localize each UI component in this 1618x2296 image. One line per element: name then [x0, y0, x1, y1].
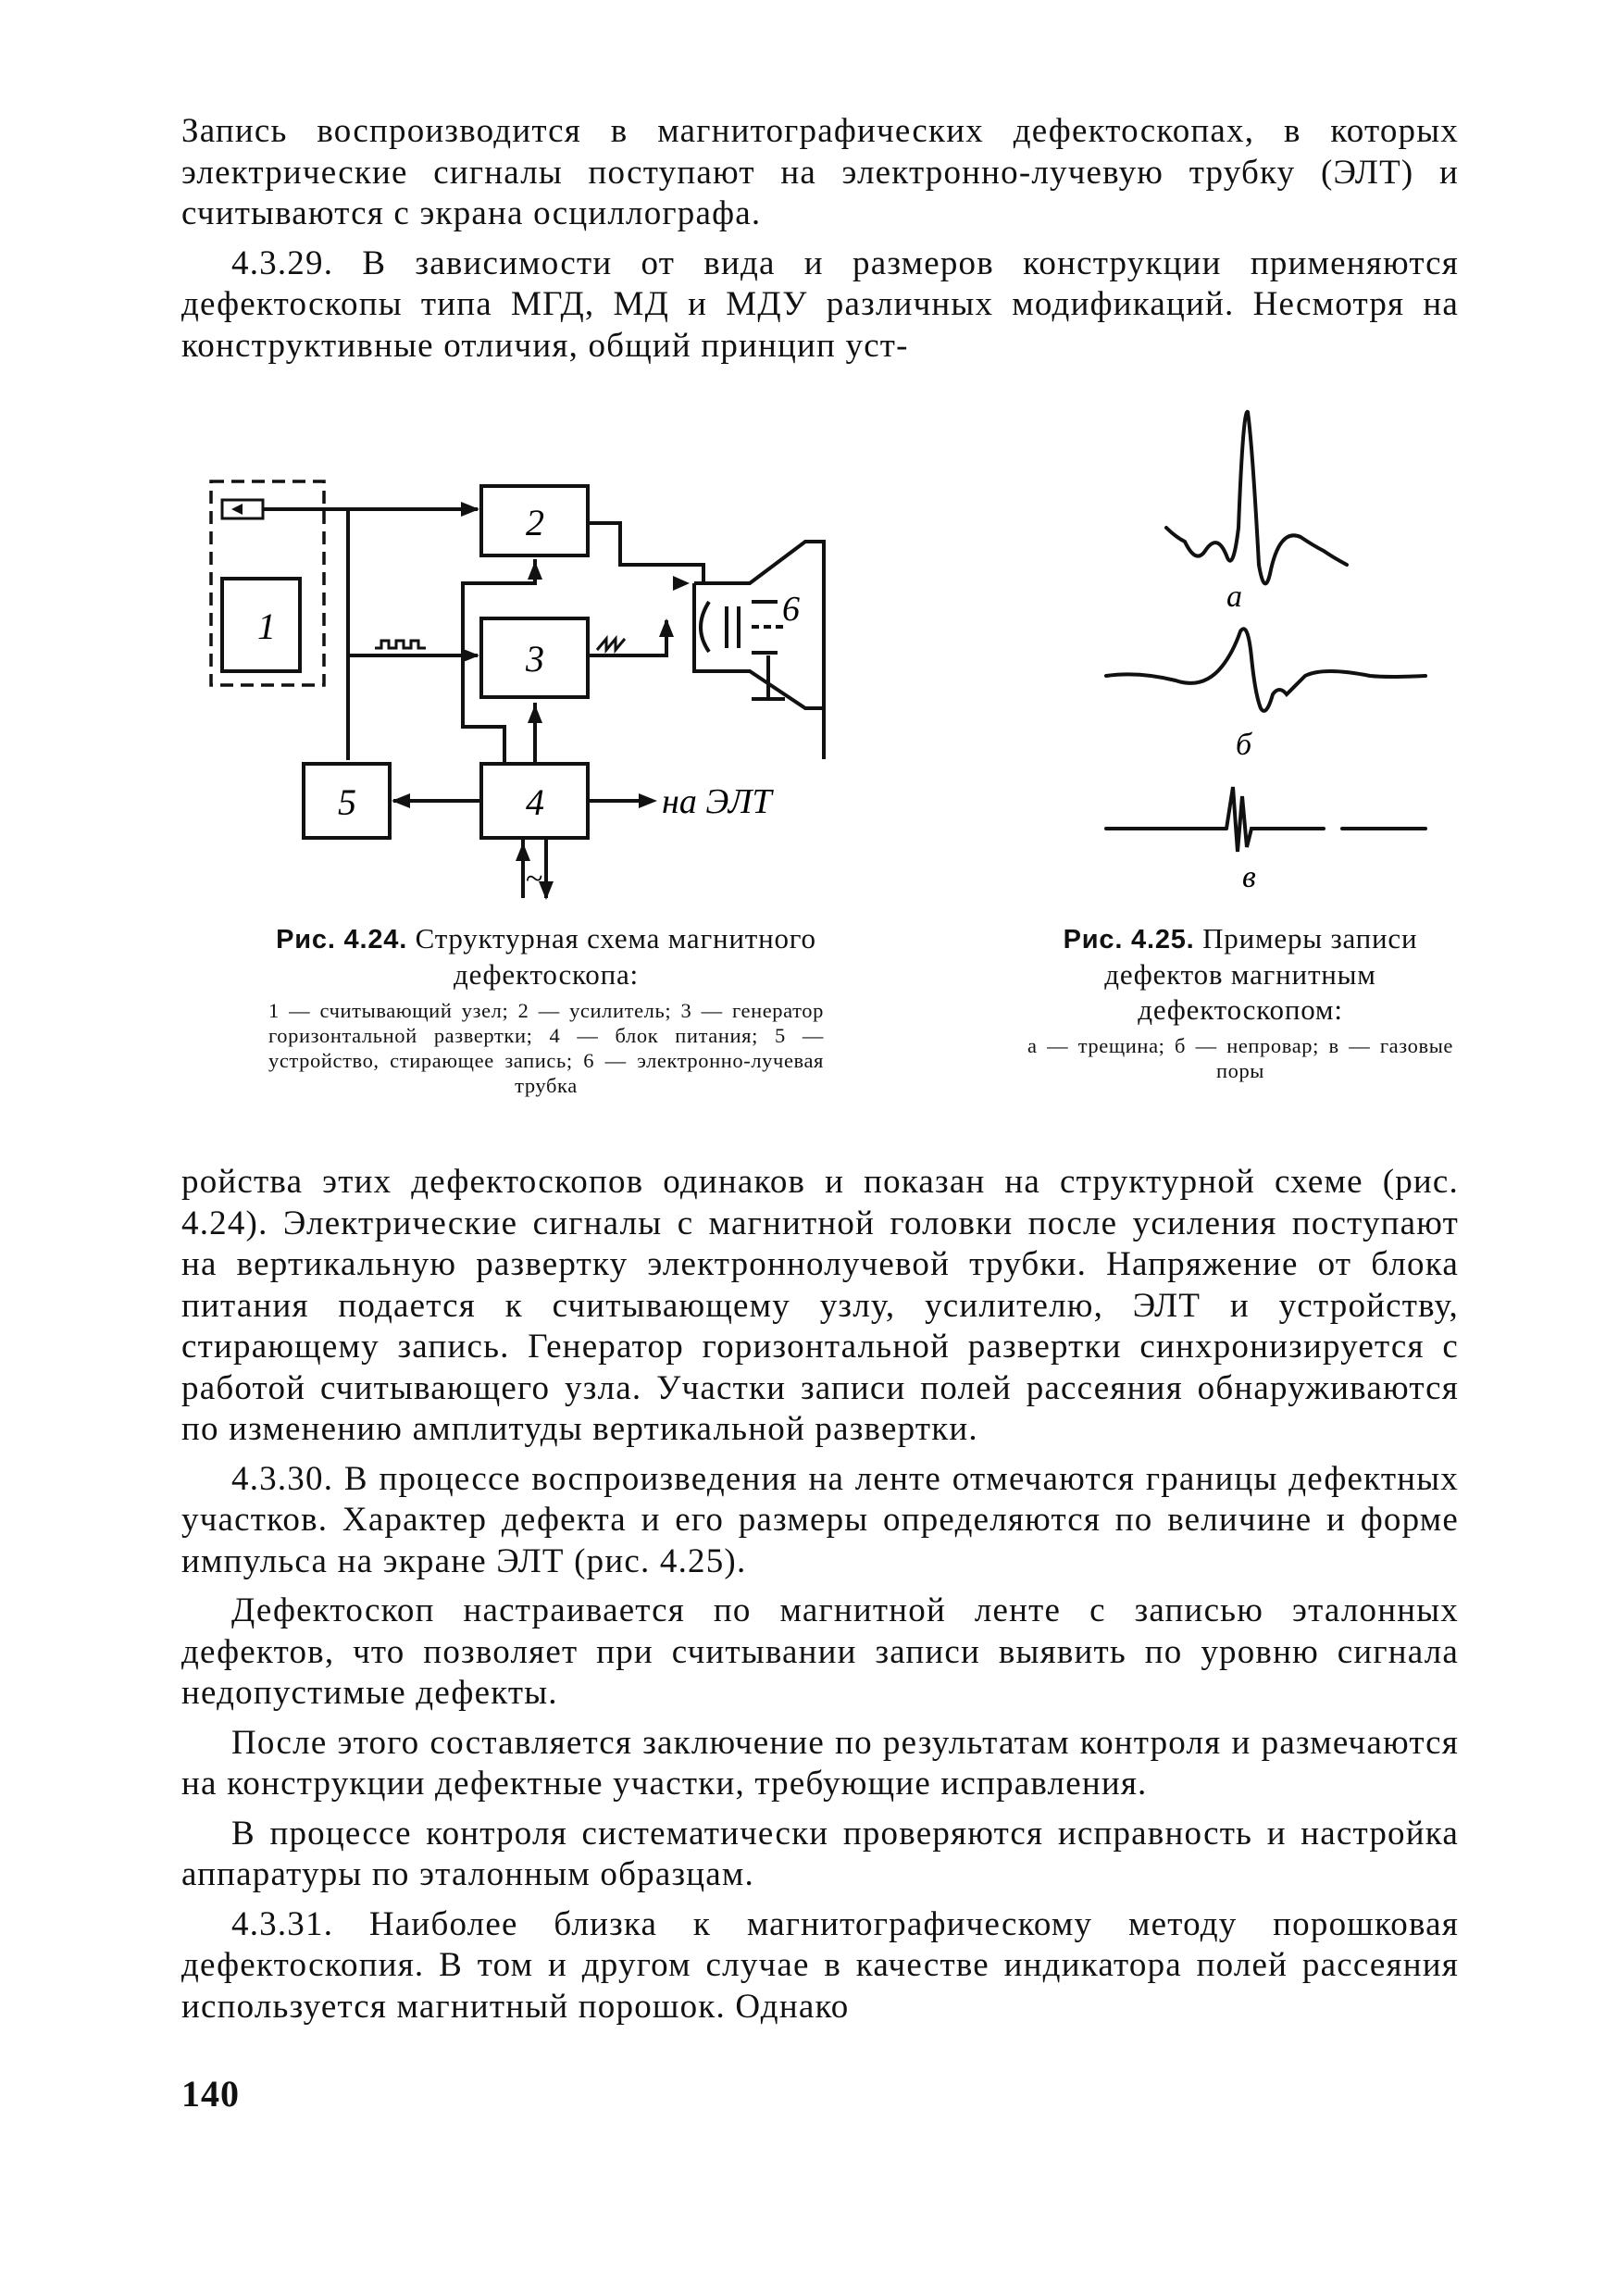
figure-4-25-caption [1027, 921, 1453, 1083]
power-label: ~ [526, 862, 543, 896]
block-1-label: 1 [257, 605, 276, 647]
defect-traces [1037, 389, 1472, 898]
output-label: на ЭЛТ [662, 782, 772, 821]
caption-number: Рис. 4.25. [1063, 925, 1195, 955]
figure-4-24 [185, 454, 852, 1129]
paragraph: Запись воспроизводится в магнитографических дефектоскопах, в которых электрические сигналы поступают на электронно-лучевую трубку (ЭЛТ) и считываются с экрана осциллографа. [181, 112, 1459, 232]
block-3-label: 3 [526, 638, 544, 680]
trace-c-label: в [1242, 860, 1256, 894]
block-4-label: 4 [526, 781, 544, 823]
paragraph: После этого составляется заключение по результатам контроля и размечаются на конструкции дефектные участки, требующие исправления. [181, 1723, 1459, 1803]
top-text-block [181, 111, 1459, 367]
trace-c [1106, 787, 1425, 852]
page-number: 140 [181, 2073, 240, 2115]
paragraph: Дефектоскоп настраивается по магнитной ленте с записью эталонных дефектов, что позволяет при считывании записи выявить по уровню сигнала недопустимые дефекты. [181, 1591, 1459, 1712]
reader-housing-dashed [211, 481, 324, 685]
caption-legend: 1 — считывающий узел; 2 — усилитель; 3 — генератор горизонтальной развертки; 4 — блок питания; 5 — устройство, стирающее запись; 6 — электронно-лучевая трубка [268, 999, 824, 1097]
paragraph: 4.3.31. Наиболее близка к магнитографическому методу порошковая дефектоскопия. В том и другом случае в качестве индикатора полей рассеяния используется магнитный порошок. Однако [181, 1904, 1459, 2026]
paragraph: ройства этих дефектоскопов одинаков и показан на структурной схеме (рис. 4.24). Электрические сигналы с магнитной головки после усиления поступают на вертикальную развертку электроннолучевой трубки. Напряжение от блока питания подается к считывающему узлу, усилителю, ЭЛТ и устройству, стирающему запись. Генератор горизонтальной развертки синхронизируется с работой считывающего узла. Участки записи полей рассеяния обнаруживаются по изменению амплитуды вертикальной развертки. [181, 1163, 1459, 1448]
paragraph: 4.3.30. В процессе воспроизведения на ленте отмечаются границы дефектных участков. Характер дефекта и его размеры определяются по величине и форме импульса на экране ЭЛТ (рис. 4.25). [181, 1459, 1459, 1580]
bottom-text-block [181, 1162, 1459, 2028]
paragraph: В процессе контроля систематически проверяются исправность и настройка аппаратуры по эталонным образцам. [181, 1814, 1459, 1893]
caption-number: Рис. 4.24. [276, 925, 408, 955]
trace-a-label: а [1226, 580, 1242, 614]
caption-title: Структурная схема магнитного дефектоскопа: [415, 922, 816, 991]
block-2-label: 2 [526, 502, 544, 543]
caption-legend: а — трещина; б — непровар; в — газовые поры [1027, 1034, 1453, 1082]
caption-title: Примеры записи дефектов магнитным дефектоскопом: [1104, 922, 1418, 1026]
block-5-label: 5 [338, 781, 356, 823]
trace-b-label: б [1236, 728, 1252, 762]
paragraph: 4.3.29. В зависимости от вида и размеров конструкции применяются дефектоскопы типа МГД, МД и МДУ различных модификаций. Несмотря на конструктивные отличия, общий принцип уст- [181, 243, 1459, 365]
trace-a [1166, 412, 1347, 584]
block-diagram [185, 454, 852, 917]
figure-4-24-caption [268, 921, 824, 1098]
figure-4-25 [1027, 389, 1472, 1129]
block-6-label: 6 [782, 590, 800, 629]
trace-b [1106, 629, 1425, 711]
